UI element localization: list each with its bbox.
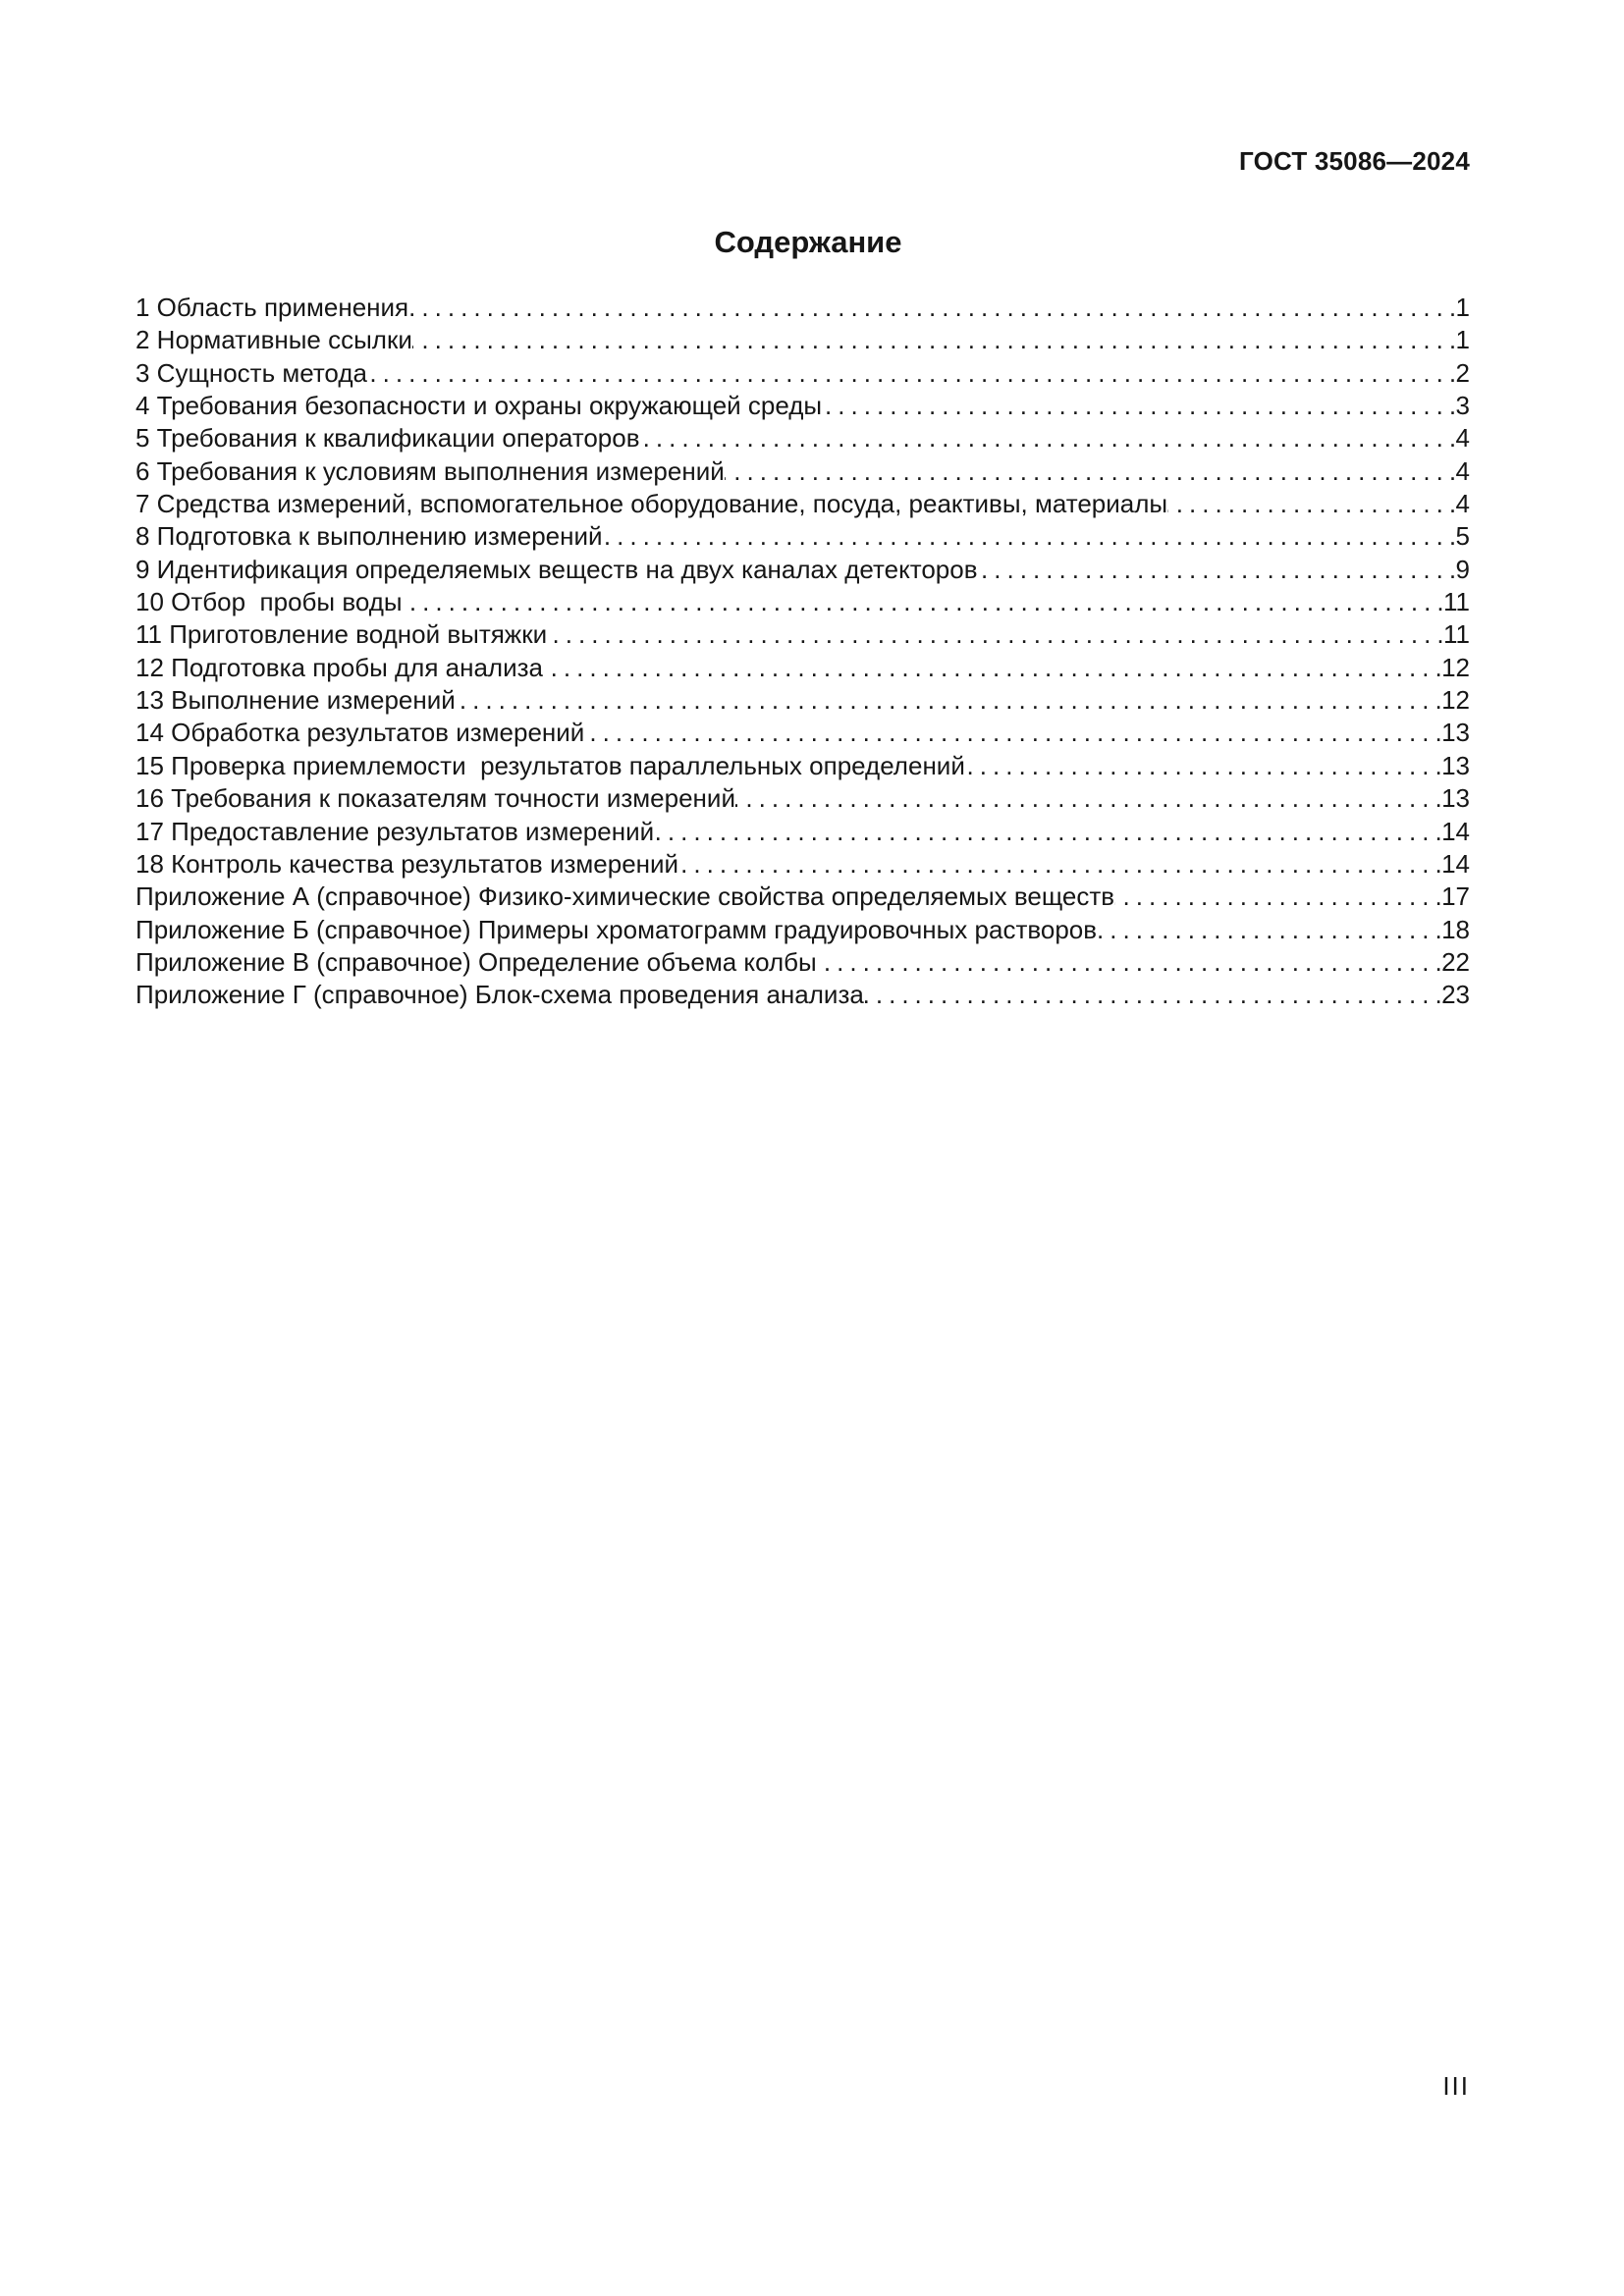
toc-leader-dots bbox=[408, 292, 1455, 324]
toc-entry bbox=[135, 455, 1470, 488]
toc-entry-page: 13 bbox=[1441, 750, 1470, 780]
toc-leader-dots bbox=[654, 816, 1441, 848]
toc-leader-dots bbox=[1097, 914, 1441, 946]
toc-leader-dots bbox=[864, 979, 1441, 1011]
toc-entry-page: 12 bbox=[1441, 652, 1470, 682]
toc-entry bbox=[135, 357, 1470, 390]
toc-entry bbox=[135, 848, 1470, 881]
toc-entry bbox=[135, 652, 1470, 684]
toc-leader-dots bbox=[584, 717, 1441, 749]
toc-leader-dots bbox=[403, 586, 1443, 618]
toc-entry-page: 9 bbox=[1455, 554, 1470, 584]
toc-entry-label: 10 Отбор пробы воды bbox=[135, 587, 403, 617]
toc-entry-page: 13 bbox=[1441, 718, 1470, 748]
toc-entry-label: 3 Сущность метода bbox=[135, 357, 367, 388]
toc-entry-label: 12 Подготовка пробы для анализа bbox=[135, 652, 544, 682]
toc-entry bbox=[135, 816, 1470, 848]
toc-entry-label: 15 Проверка приемлемости результатов параллельных определений bbox=[135, 750, 965, 780]
toc-entry-label: 2 Нормативные ссылки bbox=[135, 325, 412, 355]
toc-entry bbox=[135, 979, 1470, 1011]
toc-leader-dots bbox=[603, 520, 1456, 553]
toc-entry-page: 13 bbox=[1441, 783, 1470, 814]
toc-entry-page: 1 bbox=[1455, 325, 1470, 355]
toc-leader-dots bbox=[817, 946, 1441, 979]
toc-entry-label: Приложение А (справочное) Физико-химические свойства определяемых веществ bbox=[135, 881, 1115, 912]
toc-entry-label: 18 Контроль качества результатов измерений bbox=[135, 848, 679, 879]
toc-entry-page: 2 bbox=[1455, 357, 1470, 388]
toc-entry-page: 11 bbox=[1443, 587, 1470, 617]
toc-entry-label: 1 Область применения bbox=[135, 293, 409, 322]
toc-entry bbox=[135, 717, 1470, 749]
toc-entry bbox=[135, 618, 1470, 651]
toc-entry bbox=[135, 881, 1470, 913]
toc-leader-dots bbox=[640, 422, 1456, 454]
toc-entry bbox=[135, 488, 1470, 520]
toc-entry-page: 22 bbox=[1441, 946, 1470, 977]
toc-entry-page: 5 bbox=[1455, 521, 1470, 552]
toc-entry-label: Приложение Б (справочное) Примеры хроматограмм градуировочных растворов bbox=[135, 914, 1098, 944]
toc-entry bbox=[135, 946, 1470, 979]
toc-leader-dots bbox=[1114, 881, 1441, 913]
toc-entry-page: 4 bbox=[1455, 455, 1470, 486]
toc-leader-dots bbox=[412, 324, 1456, 356]
toc-entry-label: 9 Идентификация определяемых веществ на двух каналах детекторов bbox=[135, 554, 978, 584]
toc-leader-dots bbox=[822, 390, 1455, 422]
toc-leader-dots bbox=[367, 357, 1456, 390]
toc-entry-label: 13 Выполнение измерений bbox=[135, 685, 456, 716]
toc-entry bbox=[135, 586, 1470, 618]
toc-entry bbox=[135, 684, 1470, 717]
toc-leader-dots bbox=[978, 554, 1456, 586]
toc-entry-page: 14 bbox=[1441, 848, 1470, 879]
toc-entry bbox=[135, 554, 1470, 586]
toc-entry-label: 11 Приготовление водной вытяжки bbox=[135, 619, 548, 650]
toc-leader-dots bbox=[543, 652, 1441, 684]
toc-entry-label: Приложение Г (справочное) Блок-схема проведения анализа bbox=[135, 980, 864, 1010]
toc-entry-label: 14 Обработка результатов измерений bbox=[135, 718, 585, 748]
toc-leader-dots bbox=[678, 848, 1441, 881]
toc-entry-page: 4 bbox=[1455, 423, 1470, 454]
toc-leader-dots bbox=[725, 455, 1456, 488]
toc-entry bbox=[135, 422, 1470, 454]
toc-entry-label: 6 Требования к условиям выполнения измерений bbox=[135, 455, 725, 486]
toc-leader-dots bbox=[547, 618, 1443, 651]
toc-leader-dots bbox=[965, 750, 1441, 782]
toc-entry-label: 17 Предоставление результатов измерений bbox=[135, 816, 655, 846]
toc-entry-page: 17 bbox=[1441, 881, 1470, 912]
toc-entry-label: 7 Средства измерений, вспомогательное оборудование, посуда, реактивы, материалы bbox=[135, 489, 1168, 519]
toc-entry-page: 11 bbox=[1443, 619, 1470, 650]
toc-entry bbox=[135, 324, 1470, 356]
toc-entry bbox=[135, 390, 1470, 422]
toc-entry-label: 8 Подготовка к выполнению измерений bbox=[135, 521, 603, 552]
toc-entry-label: 4 Требования безопасности и охраны окружающей среды bbox=[135, 391, 823, 421]
toc-leader-dots bbox=[456, 684, 1441, 717]
toc-leader-dots bbox=[735, 782, 1441, 815]
page-title: Содержание bbox=[714, 225, 902, 259]
toc-entry-page: 1 bbox=[1455, 293, 1470, 322]
page-number: III bbox=[1442, 2071, 1470, 2101]
toc-entry bbox=[135, 750, 1470, 782]
toc-entry-label: 16 Требования к показателям точности измерений bbox=[135, 783, 735, 814]
toc-entry-page: 23 bbox=[1441, 980, 1470, 1010]
toc-entry-page: 3 bbox=[1455, 391, 1470, 421]
toc-entry-label: 5 Требования к квалификации операторов bbox=[135, 423, 640, 454]
toc-entry-page: 4 bbox=[1455, 489, 1470, 519]
toc-leader-dots bbox=[1167, 488, 1455, 520]
toc-entry-label: Приложение В (справочное) Определение объема колбы bbox=[135, 946, 817, 977]
toc-entry-page: 18 bbox=[1441, 914, 1470, 944]
toc-entry-page: 14 bbox=[1441, 816, 1470, 846]
toc-entry bbox=[135, 292, 1470, 324]
toc-entry bbox=[135, 782, 1470, 815]
toc-entry-page: 12 bbox=[1441, 685, 1470, 716]
table-of-contents bbox=[135, 292, 1470, 1012]
toc-entry bbox=[135, 520, 1470, 553]
document-number: ГОСТ 35086—2024 bbox=[1239, 146, 1470, 176]
toc-entry bbox=[135, 914, 1470, 946]
